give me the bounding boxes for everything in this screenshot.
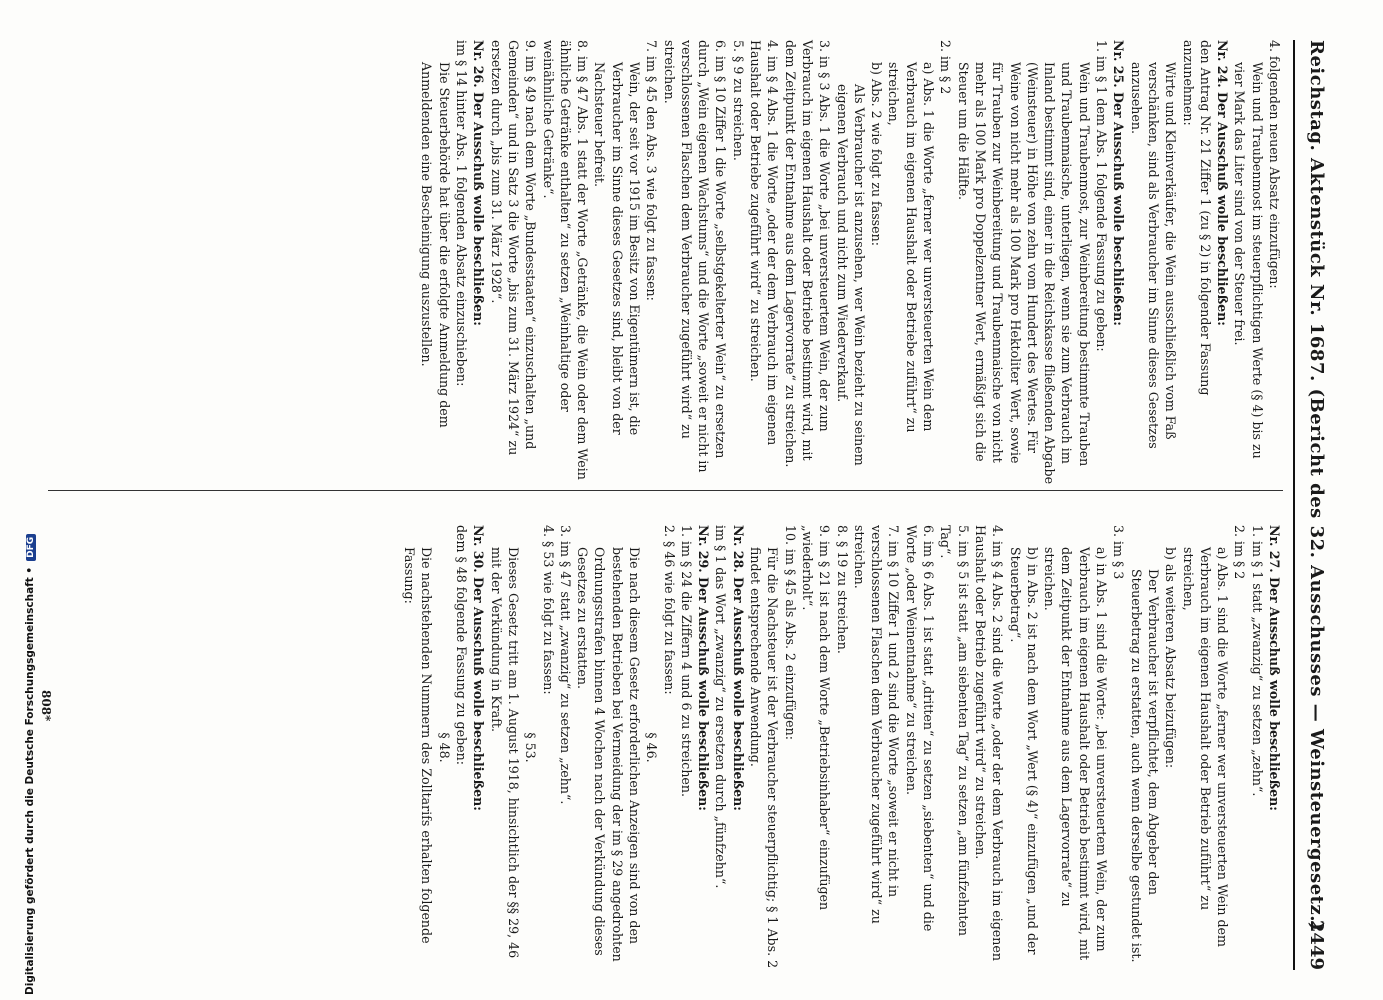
paragraph: 7. im § 10 Ziffer 1 und 2 sind die Worte „soweit er nicht in verschlossenen Flaschen dem Verbraucher zugeführt wird“ zu streichen. [851, 525, 902, 928]
paragraph: Wirte und Kleinverkäufer, die Wein ausschließlich vom Faß verschänken, sind als Verbraucher im Sinne dieses Gesetzes anzusehen. [1128, 62, 1179, 453]
margin-strip [0, 0, 36, 1000]
paragraph: 3. im § 47 statt „zwanzig“ zu setzen „zehn“. [557, 525, 573, 805]
column-divider [48, 490, 1283, 491]
paragraph: Die nachstehenden Nummern des Zolltarifs erhalten folgende Fassung: [402, 547, 435, 948]
paragraph: a) Abs. 1 sind die Worte „ferner wer unversteuerten Wein dem Verbrauch im eigenen Haushalt oder Betrieb zuführt“ zu streichen, [1180, 547, 1231, 951]
paragraph: Die nach diesem Gesetz erforderlichen Anzeigen sind von den bestehenden Betrieben bei Vermeidung der im § 29 angedrohten Ordnungsstrafen binnen 4 Wochen nach der Verkündung dieses Gesetzes zu erstatten. [575, 547, 643, 966]
paragraph: 9. im § 49 nach dem Worte „Bundesstaaten“ einzuschalten „und Gemeinden“ und in Satz 3 die Worte „bis zum 31. März 1924“ zu ersetzen durch „bis zum 31. März 1928“. [488, 40, 539, 460]
paragraph: 1. im § 1 dem Abs. 1 folgende Fassung zu geben: [1094, 40, 1110, 352]
dfg-logo: DFG [26, 534, 36, 561]
section-heading: Nr. 29. Der Ausschuß wolle beschließen: [696, 525, 712, 811]
paragraph: Wein, der seit vor 1915 im Besitz von Eigentümern ist, die Verbraucher im Sinne dieses Gesetzes sind, bleibt von der Nachsteuer befreit. [592, 62, 643, 440]
paragraph: 2. § 46 wie folgt zu fassen: [661, 525, 677, 695]
paragraph: 4. im § 4 Abs. 2 sind die Worte „oder der dem Verbrauch im eigenen Haushalt oder Betrieb zugeführt wird“ zu streichen. [972, 525, 1006, 965]
digitization-note [24, 534, 36, 995]
paragraph: dem § 48 folgende Fassung zu geben: [454, 525, 470, 765]
paragraph: Der Verbraucher ist verpflichtet, dem Abgeber den Steuerbetrag zu erstatten, auch wenn derselbe gestundet ist. [1128, 569, 1161, 963]
signature-mark: 808* [39, 690, 53, 722]
digitization-text: Digitalisierung gefördert durch die Deutsche Forschungsgemeinschaft • [24, 566, 36, 995]
section-heading: Nr. 25. Der Ausschuß wolle beschließen: [1111, 40, 1127, 326]
paragraph: 2. im § 2 [938, 40, 954, 95]
paragraph: Wein und Traubenmost im steuerpflichtigen Werte (§ 4) bis zu vier Mark das Liter sind von der Steuer frei. [1232, 62, 1265, 463]
paragraph: Als Verbraucher ist anzusehen, wer Wein bezieht zu seinem eigenen Verbrauch und nicht zum Wiederverkauf. [834, 84, 867, 470]
paragraph: 10. im § 45 als Abs. 2 einzufügen: [782, 525, 798, 740]
paragraph: im § 1 das Wort „zwanzig“ zu ersetzen durch „fünfzehn“. [713, 525, 729, 889]
paragraph: Dieses Gesetz tritt am 1. August 1918, hinsichtlich der §§ 29, 46 mit der Verkündung in Kraft. [488, 547, 521, 963]
section-heading: Nr. 26. Der Ausschuß wolle beschließen: [471, 40, 487, 326]
paragraph: 8. im § 47 Abs. 1 statt der Worte „Getränke, die Wein oder dem Wein ähnliche Getränke enthalten“ zu setzen „Weinhaltige oder weinähnliche Getränke“. [540, 40, 591, 484]
paragraph: den Antrag Nr. 21 Ziffer 1 (zu § 2) in folgender Fassung anzunehmen: [1180, 40, 1213, 400]
section-heading: Nr. 30. Der Ausschuß wolle beschließen: [471, 525, 487, 811]
paragraph: 4. § 53 wie folgt zu fassen: [540, 525, 556, 695]
paragraph: 5. im § 5 ist statt „am siebenten Tag“ zu setzen „am fünfzehnten Tag“. [938, 525, 971, 941]
paragraph: 4. folgenden neuen Absatz einzufügen: [1267, 40, 1282, 289]
paragraph: 1. im § 1 statt „zwanzig“ zu setzen „zehn“. [1249, 525, 1265, 797]
paragraph: 3. im § 3 [1111, 525, 1127, 580]
left-column [418, 40, 1283, 489]
paragraph: 1. im § 24 die Ziffern 4 und 6 zu streichen. [678, 525, 694, 798]
header-title: Reichstag. Aktenstück Nr. 1687. (Bericht des 32. Ausschusses — Weinsteuergesetz.) [1306, 40, 1327, 931]
paragraph: Die Steuerbehörde hat über die erfolgte Anmeldung dem Anmeldenden eine Bescheinigung auszustellen. [419, 62, 452, 432]
paragraph: Für die Nachsteuer ist der Verbraucher steuerpflichtig; § 1 Abs. 2 findet entsprechende Anwendung. [748, 547, 781, 973]
paragraph: § 46. [644, 732, 660, 763]
running-header [1293, 40, 1333, 970]
paragraph: 9. im § 21 ist nach dem Worte „Betriebsinhaber“ einzufügen „wiederholt“. [799, 525, 833, 915]
paragraph: 2. im § 2 [1232, 525, 1248, 580]
paragraph: § 53. [523, 732, 539, 763]
paragraph: im § 14 hinter Abs. 1 folgenden Absatz einzuschieben: [454, 40, 470, 387]
paragraph: b) Abs. 2 wie folgt zu fassen: [869, 62, 885, 246]
paragraph: b) als weiteren Absatz beizufügen: [1163, 547, 1179, 769]
paragraph: 6. im § 10 Ziffer 1 die Worte „selbstgekelterter Wein“ zu ersetzen durch „Wein eigenen Wachstums“ und die Worte „soweit er nicht in verschlossenen Flaschen dem Verbraucher zugeführt wird“ zu streichen. [661, 40, 729, 477]
paragraph: 5. § 9 zu streichen. [730, 40, 746, 161]
paragraph: § 48. [436, 732, 452, 763]
paragraph: b) in Abs. 2 ist nach dem Wort „Wert (§ 4)“ einzufügen „und der Steuerbetrag“. [1007, 547, 1040, 959]
section-heading: Nr. 28. Der Ausschuß wolle beschließen: [730, 525, 746, 811]
paragraph: 8. § 19 zu streichen. [834, 525, 850, 654]
paragraph: 4. im § 4 Abs. 1 die Worte „oder der dem Verbrauch im eigenen Haushalt oder Betriebe zugeführt wird“ zu streichen. [748, 40, 781, 450]
paragraph: 7. im § 45 den Abs. 3 wie folgt zu fassen: [644, 40, 660, 301]
paragraph: a) in Abs. 1 sind die Worte: „bei unversteuertem Wein, der zum Verbrauch im eigenen Haushalt oder Betrieb bestimmt wird, mit dem Zeitpunkt der Entnahme aus dem Lagervorrate“ zu streichen. [1042, 547, 1110, 965]
section-heading: Nr. 27. Der Ausschuß wolle beschließen: [1267, 525, 1282, 811]
section-heading: Nr. 24. Der Ausschuß wolle beschließen: [1215, 40, 1231, 326]
paragraph: a) Abs. 1 die Worte „ferner wer unversteuerten Wein dem Verbrauch im eigenen Haushalt oder Betriebe zuführt“ zu streichen, [886, 62, 937, 437]
paragraph: Wein und Traubenmost, zur Weinbereitung bestimmte Trauben und Traubenmaische, unterliegen, wenn sie zum Verbrauch im Inland bestimmt sind, einer in die Reichskasse fließenden Abgabe (Weinsteuer) in Höhe von zehn vom Hundert des Wertes. Für Weine von nicht mehr als 100 Mark pro Hektoliter Wert, sowie für Trauben zur Weinbereitung und Traubenmaische von nicht mehr als 100 Mark pro Doppelzentner Wert, ermäßigt sich die Steuer um die Hälfte. [955, 62, 1092, 489]
paragraph: 6. im § 6 Abs. 1 ist statt „dritten“ zu setzen „siebenten“ und die Worte „oder Weinentnahme“ zu streichen. [903, 525, 937, 936]
paragraph: 3. in § 3 Abs. 1 die Worte „bei unversteuertem Wein, der zum Verbrauch im eigenen Haushalt oder Betriebe bestimmt wird, mit dem Zeitpunkt der Entnahme aus dem Lagervorrate“ zu streichen. [782, 40, 833, 468]
right-column [401, 525, 1283, 973]
page-number: 2449 [1306, 919, 1327, 970]
